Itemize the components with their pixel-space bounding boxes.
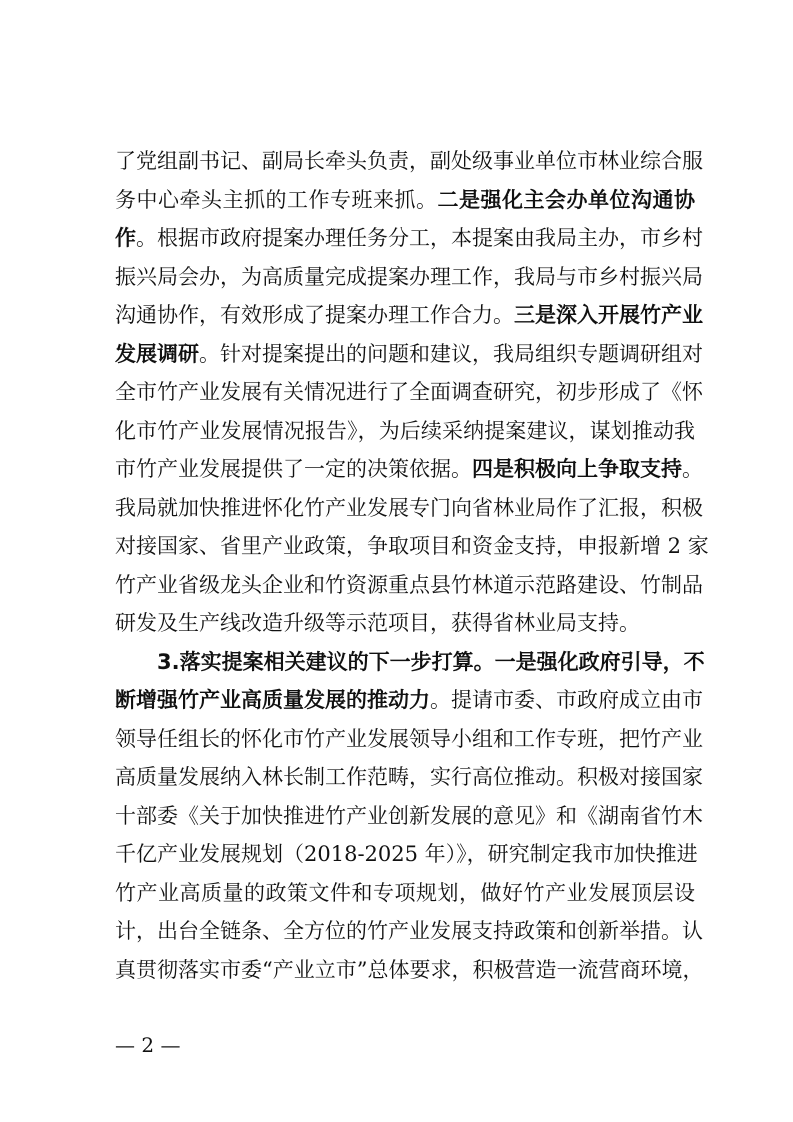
bold-text-segment: 三是深入开展竹产业 xyxy=(514,303,703,327)
bold-text-segment: 二是强化主会办单位沟通协 xyxy=(437,187,695,212)
text-segment: 市竹产业发展提供了一定的决策依据。 xyxy=(115,457,472,481)
bold-text-segment: 断增强竹产业高质量发展的推动力 xyxy=(115,688,430,712)
text-segment: 我局就加快推进怀化竹产业发展专门向省林业局作了汇报，积极 xyxy=(115,495,703,520)
text-segment: 对接国家、省里产业政策，争取项目和资金支持，申报新增 2 家 xyxy=(115,534,709,558)
text-segment: 竹产业省级龙头企业和竹资源重点县竹林道示范路建设、竹制品 xyxy=(115,572,703,597)
text-line xyxy=(115,453,703,485)
text-line xyxy=(115,338,703,370)
text-line xyxy=(115,569,703,601)
text-segment: 振兴局会办，为高质量完成提案办理工作，我局与市乡村振兴局 xyxy=(115,264,703,289)
text-line xyxy=(115,184,695,216)
text-segment: 研发及生产线改造升级等示范项目，获得省林业局支持。 xyxy=(115,611,640,635)
text-line xyxy=(115,877,695,909)
text-line xyxy=(115,684,703,716)
text-segment: 。提请市委、市政府成立由市 xyxy=(430,688,703,712)
text-segment: 高质量发展纳入林长制工作范畴，实行高位推动。积极对接国家 xyxy=(115,765,703,789)
text-line xyxy=(115,761,703,793)
text-segment: 真贯彻落实市委“产业立市”总体要求，积极营造一流营商环境， xyxy=(115,957,704,982)
text-line xyxy=(115,415,695,447)
text-segment: 。针对提案提出的问题和建议，我局组织专题调研组对 xyxy=(199,341,703,366)
text-line xyxy=(115,376,703,408)
page-number: — 2 — xyxy=(115,1033,181,1057)
text-line xyxy=(115,145,703,177)
text-segment: 十部委《关于加快推进竹产业创新发展的意见》和《湖南省竹木 xyxy=(115,803,703,828)
text-segment: 。根据市政府提案办理任务分工，本提案由我局主办，市乡村 xyxy=(136,226,703,250)
text-line xyxy=(115,261,703,293)
text-segment: 沟通协作，有效形成了提案办理工作合力。 xyxy=(115,303,514,327)
text-segment: 务中心牵头主抓的工作专班来抓。 xyxy=(115,187,438,212)
bold-text-segment: 3.落实提案相关建议的下一步打算。一是强化政府引导，不 xyxy=(157,649,705,674)
text-segment: 化市竹产业发展情况报告》，为后续采纳提案建议，谋划推动我 xyxy=(115,418,695,443)
text-line xyxy=(115,530,709,562)
text-line xyxy=(115,607,695,639)
text-line xyxy=(115,222,703,254)
text-segment: 计，出台全链条、全方位的竹产业发展支持政策和创新举措。认 xyxy=(115,919,703,943)
text-segment: 了党组副书记、副局长牵头负责，副处级事业单位市林业综合服 xyxy=(115,149,703,173)
text-line xyxy=(115,299,703,331)
text-segment: 千亿产业发展规划（2018-2025 年）》，研究制定我市加快推进 xyxy=(115,842,698,866)
bold-text-segment: 四是积极向上争取支持 xyxy=(472,457,682,481)
text-line xyxy=(115,800,703,832)
text-line xyxy=(115,838,698,870)
text-line xyxy=(157,646,705,678)
bold-text-segment: 作 xyxy=(115,226,136,250)
text-line xyxy=(115,492,703,524)
text-line xyxy=(115,723,703,755)
bold-text-segment: 发展调研 xyxy=(115,341,199,366)
text-segment: 领导任组长的怀化市竹产业发展领导小组和工作专班，把竹产业 xyxy=(115,726,703,751)
text-segment: 。 xyxy=(682,457,703,481)
text-line xyxy=(115,915,703,947)
text-segment: 全市竹产业发展有关情况进行了全面调查研究，初步形成了《怀 xyxy=(115,380,703,404)
text-line xyxy=(115,954,704,986)
text-segment: 竹产业高质量的政策文件和专项规划，做好竹产业发展顶层设 xyxy=(115,880,695,905)
